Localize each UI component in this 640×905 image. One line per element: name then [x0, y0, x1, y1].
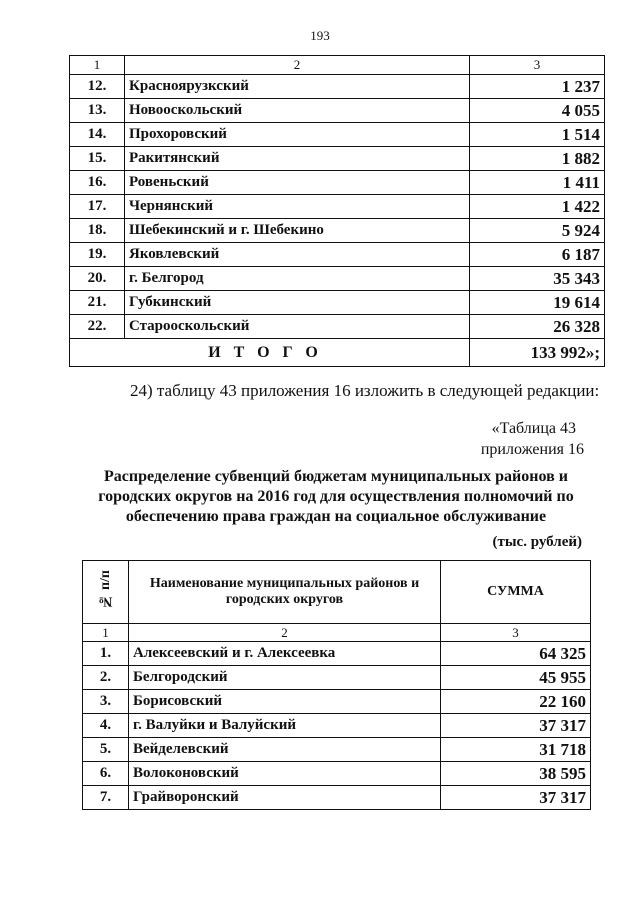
table-title-line: обеспечению права граждан на социальное обслуживание: [125, 508, 547, 525]
amount-value: 5 924: [470, 219, 605, 243]
table-row: [83, 786, 591, 810]
district-name: Яковлевский: [125, 243, 470, 267]
row-number: 3.: [83, 690, 129, 714]
table-row: [83, 666, 591, 690]
header-num-label: № п/п: [97, 570, 113, 609]
table2-col-number: 2: [129, 624, 441, 642]
amount-value: 45 955: [441, 666, 591, 690]
table1-col-number: 3: [470, 56, 605, 75]
row-number: 21.: [70, 291, 125, 315]
table-caption: «Таблица 43: [491, 420, 576, 437]
row-number: 20.: [70, 267, 125, 291]
district-name: Ракитянский: [125, 147, 470, 171]
row-number: 4.: [83, 714, 129, 738]
row-number: 13.: [70, 99, 125, 123]
row-number: 6.: [83, 762, 129, 786]
district-name: Новооскольский: [125, 99, 470, 123]
table-title: [96, 467, 576, 527]
amount-value: 4 055: [470, 99, 605, 123]
district-name: Красноярузкский: [125, 75, 470, 99]
table-row: [83, 642, 591, 666]
table-title-line: Распределение субвенций бюджетам муниципальных районов и: [104, 468, 568, 485]
table-row: [70, 99, 605, 123]
amount-value: 1 514: [470, 123, 605, 147]
district-name: Губкинский: [125, 291, 470, 315]
table-row: [83, 690, 591, 714]
district-name: Алексеевский и г. Алексеевка: [129, 642, 441, 666]
row-number: 1.: [83, 642, 129, 666]
row-number: 2.: [83, 666, 129, 690]
amount-value: 26 328: [470, 315, 605, 339]
district-name: Шебекинский и г. Шебекино: [125, 219, 470, 243]
table2-header-row: [83, 561, 591, 624]
amendment-instruction: 24) таблицу 43 приложения 16 изложить в следующей редакции:: [130, 381, 600, 400]
table2-col-number: 3: [441, 624, 591, 642]
table-row: [83, 738, 591, 762]
amount-value: 37 317: [441, 786, 591, 810]
table-row: [70, 243, 605, 267]
table2-column-number-row: [83, 624, 591, 642]
district-name: Белгородский: [129, 666, 441, 690]
table-row: [70, 267, 605, 291]
table2-col-number: 1: [83, 624, 129, 642]
row-number: 16.: [70, 171, 125, 195]
amount-value: 64 325: [441, 642, 591, 666]
amount-value: 1 882: [470, 147, 605, 171]
units-label: (тыс. рублей): [492, 534, 582, 550]
amount-value: 1 411: [470, 171, 605, 195]
row-number: 17.: [70, 195, 125, 219]
table-row: [83, 762, 591, 786]
table-row: [70, 195, 605, 219]
district-name: Старооскольский: [125, 315, 470, 339]
district-name: Прохоровский: [125, 123, 470, 147]
appendix-caption: приложения 16: [480, 441, 584, 458]
table2-header-num-cell: [83, 561, 129, 624]
row-number: 22.: [70, 315, 125, 339]
table2-header-name: Наименование муниципальных районов и городских округов: [129, 561, 441, 624]
row-number: 14.: [70, 123, 125, 147]
district-name: Борисовский: [129, 690, 441, 714]
district-name: Ровеньский: [125, 171, 470, 195]
table1-col-number: 2: [125, 56, 470, 75]
subventions-table: [82, 560, 591, 810]
amount-value: 1 237: [470, 75, 605, 99]
table1-header-row: [70, 56, 605, 75]
table-title-line: городских округов на 2016 год для осуществления полномочий по: [98, 488, 574, 505]
amount-value: 35 343: [470, 267, 605, 291]
amount-value: 19 614: [470, 291, 605, 315]
table-row: [83, 714, 591, 738]
total-value: 133 992»;: [470, 339, 605, 367]
row-number: 18.: [70, 219, 125, 243]
district-name: Волоконовский: [129, 762, 441, 786]
amount-value: 37 317: [441, 714, 591, 738]
table-row: [70, 219, 605, 243]
row-number: 7.: [83, 786, 129, 810]
table2-header-sum: СУММА: [441, 561, 591, 624]
amount-value: 38 595: [441, 762, 591, 786]
amount-value: 6 187: [470, 243, 605, 267]
total-label: ИТОГО: [70, 339, 470, 367]
district-name: г. Белгород: [125, 267, 470, 291]
district-name: Вейделевский: [129, 738, 441, 762]
row-number: 5.: [83, 738, 129, 762]
table-row: [70, 147, 605, 171]
amount-value: 31 718: [441, 738, 591, 762]
table-row: [70, 75, 605, 99]
district-name: Чернянский: [125, 195, 470, 219]
table1-col-number: 1: [70, 56, 125, 75]
amount-value: 1 422: [470, 195, 605, 219]
district-name: г. Валуйки и Валуйский: [129, 714, 441, 738]
row-number: 15.: [70, 147, 125, 171]
page-number: 193: [310, 28, 330, 43]
total-row: [70, 339, 605, 367]
row-number: 12.: [70, 75, 125, 99]
table-row: [70, 171, 605, 195]
table-row: [70, 291, 605, 315]
table-row: [70, 315, 605, 339]
row-number: 19.: [70, 243, 125, 267]
amount-value: 22 160: [441, 690, 591, 714]
district-name: Грайворонский: [129, 786, 441, 810]
districts-table-continued: [69, 55, 605, 367]
table-row: [70, 123, 605, 147]
